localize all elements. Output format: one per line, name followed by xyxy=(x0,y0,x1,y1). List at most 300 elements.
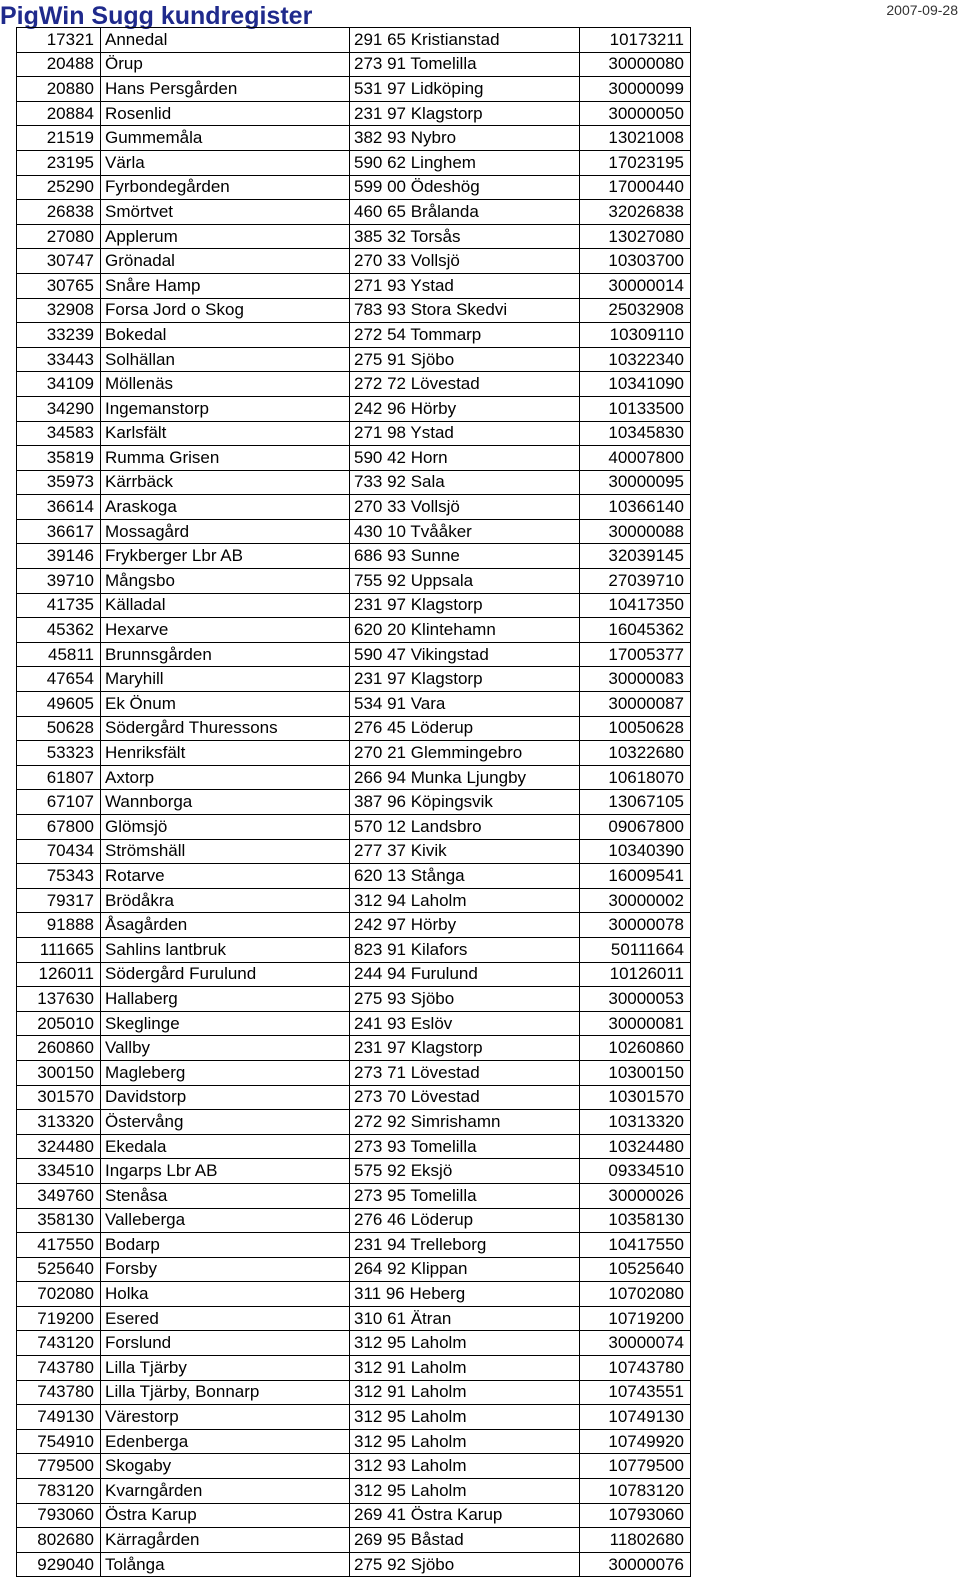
customer-number-cell: 34109 xyxy=(17,372,101,397)
postal-address-cell: 312 95 Laholm xyxy=(350,1429,580,1454)
producer-code-cell: 30000014 xyxy=(580,273,691,298)
table-row xyxy=(17,1552,691,1577)
farm-name-cell: Kärragården xyxy=(101,1528,350,1553)
customer-number-cell: 300150 xyxy=(17,1060,101,1085)
customer-number-cell: 783120 xyxy=(17,1479,101,1504)
postal-address-cell: 272 54 Tommarp xyxy=(350,323,580,348)
farm-name-cell: Brunnsgården xyxy=(101,642,350,667)
table-row xyxy=(17,249,691,274)
table-row xyxy=(17,741,691,766)
farm-name-cell: Karlsfält xyxy=(101,421,350,446)
farm-name-cell: Möllenäs xyxy=(101,372,350,397)
table-row xyxy=(17,1356,691,1381)
postal-address-cell: 531 97 Lidköping xyxy=(350,77,580,102)
producer-code-cell: 09334510 xyxy=(580,1159,691,1184)
table-row xyxy=(17,495,691,520)
farm-name-cell: Wannborga xyxy=(101,790,350,815)
producer-code-cell: 30000074 xyxy=(580,1331,691,1356)
postal-address-cell: 590 47 Vikingstad xyxy=(350,642,580,667)
customer-number-cell: 32908 xyxy=(17,298,101,323)
producer-code-cell: 10358130 xyxy=(580,1208,691,1233)
table-row xyxy=(17,347,691,372)
farm-name-cell: Skogaby xyxy=(101,1454,350,1479)
table-row xyxy=(17,323,691,348)
producer-code-cell: 30000053 xyxy=(580,987,691,1012)
table-row xyxy=(17,1282,691,1307)
table-row xyxy=(17,1528,691,1553)
postal-address-cell: 312 94 Laholm xyxy=(350,888,580,913)
table-row xyxy=(17,200,691,225)
farm-name-cell: Lilla Tjärby, Bonnarp xyxy=(101,1380,350,1405)
postal-address-cell: 273 70 Lövestad xyxy=(350,1085,580,1110)
farm-name-cell: Värla xyxy=(101,150,350,175)
producer-code-cell: 10743551 xyxy=(580,1380,691,1405)
customer-number-cell: 525640 xyxy=(17,1257,101,1282)
producer-code-cell: 10793060 xyxy=(580,1503,691,1528)
producer-code-cell: 10345830 xyxy=(580,421,691,446)
customer-number-cell: 67107 xyxy=(17,790,101,815)
postal-address-cell: 590 62 Linghem xyxy=(350,150,580,175)
producer-code-cell: 10322340 xyxy=(580,347,691,372)
postal-address-cell: 231 97 Klagstorp xyxy=(350,593,580,618)
table-row xyxy=(17,1306,691,1331)
print-date: 2007-09-28 xyxy=(886,2,958,18)
customer-register-table xyxy=(16,27,691,1577)
producer-code-cell: 16009541 xyxy=(580,864,691,889)
farm-name-cell: Ekedala xyxy=(101,1134,350,1159)
table-row xyxy=(17,1134,691,1159)
customer-number-cell: 749130 xyxy=(17,1405,101,1430)
producer-code-cell: 13027080 xyxy=(580,224,691,249)
postal-address-cell: 783 93 Stora Skedvi xyxy=(350,298,580,323)
farm-name-cell: Henriksfält xyxy=(101,741,350,766)
customer-number-cell: 743780 xyxy=(17,1380,101,1405)
table-row xyxy=(17,1208,691,1233)
table-row xyxy=(17,962,691,987)
customer-number-cell: 91888 xyxy=(17,913,101,938)
postal-address-cell: 430 10 Tvååker xyxy=(350,519,580,544)
table-row xyxy=(17,224,691,249)
table-row xyxy=(17,839,691,864)
producer-code-cell: 10366140 xyxy=(580,495,691,520)
postal-address-cell: 275 91 Sjöbo xyxy=(350,347,580,372)
table-row xyxy=(17,1380,691,1405)
producer-code-cell: 30000080 xyxy=(580,52,691,77)
postal-address-cell: 231 97 Klagstorp xyxy=(350,1036,580,1061)
table-row xyxy=(17,987,691,1012)
producer-code-cell: 11802680 xyxy=(580,1528,691,1553)
postal-address-cell: 264 92 Klippan xyxy=(350,1257,580,1282)
table-row xyxy=(17,77,691,102)
page-title: PigWin Sugg kundregister xyxy=(0,2,313,30)
table-row xyxy=(17,544,691,569)
farm-name-cell: Hexarve xyxy=(101,618,350,643)
table-row xyxy=(17,888,691,913)
table-row xyxy=(17,1405,691,1430)
postal-address-cell: 231 94 Trelleborg xyxy=(350,1233,580,1258)
table-row xyxy=(17,52,691,77)
postal-address-cell: 823 91 Kilafors xyxy=(350,937,580,962)
postal-address-cell: 244 94 Furulund xyxy=(350,962,580,987)
farm-name-cell: Östra Karup xyxy=(101,1503,350,1528)
farm-name-cell: Hans Persgården xyxy=(101,77,350,102)
postal-address-cell: 312 93 Laholm xyxy=(350,1454,580,1479)
customer-number-cell: 21519 xyxy=(17,126,101,151)
postal-address-cell: 590 42 Horn xyxy=(350,446,580,471)
farm-name-cell: Södergård Thuressons xyxy=(101,716,350,741)
postal-address-cell: 276 45 Löderup xyxy=(350,716,580,741)
farm-name-cell: Rumma Grisen xyxy=(101,446,350,471)
farm-name-cell: Applerum xyxy=(101,224,350,249)
postal-address-cell: 270 33 Vollsjö xyxy=(350,249,580,274)
producer-code-cell: 30000078 xyxy=(580,913,691,938)
customer-number-cell: 79317 xyxy=(17,888,101,913)
farm-name-cell: Bokedal xyxy=(101,323,350,348)
farm-name-cell: Gummemåla xyxy=(101,126,350,151)
farm-name-cell: Stenåsa xyxy=(101,1183,350,1208)
farm-name-cell: Magleberg xyxy=(101,1060,350,1085)
customer-number-cell: 33443 xyxy=(17,347,101,372)
table-row xyxy=(17,864,691,889)
customer-number-cell: 45811 xyxy=(17,642,101,667)
table-row xyxy=(17,298,691,323)
farm-name-cell: Rosenlid xyxy=(101,101,350,126)
farm-name-cell: Skeglinge xyxy=(101,1011,350,1036)
producer-code-cell: 10779500 xyxy=(580,1454,691,1479)
producer-code-cell: 10133500 xyxy=(580,396,691,421)
postal-address-cell: 312 91 Laholm xyxy=(350,1356,580,1381)
customer-number-cell: 20884 xyxy=(17,101,101,126)
table-row xyxy=(17,175,691,200)
table-row xyxy=(17,446,691,471)
customer-number-cell: 793060 xyxy=(17,1503,101,1528)
customer-number-cell: 743780 xyxy=(17,1356,101,1381)
postal-address-cell: 231 97 Klagstorp xyxy=(350,667,580,692)
producer-code-cell: 30000099 xyxy=(580,77,691,102)
farm-name-cell: Smörtvet xyxy=(101,200,350,225)
table-row xyxy=(17,1331,691,1356)
farm-name-cell: Rotarve xyxy=(101,864,350,889)
customer-number-cell: 26838 xyxy=(17,200,101,225)
postal-address-cell: 266 94 Munka Ljungby xyxy=(350,765,580,790)
customer-number-cell: 743120 xyxy=(17,1331,101,1356)
producer-code-cell: 10313320 xyxy=(580,1110,691,1135)
farm-name-cell: Glömsjö xyxy=(101,815,350,840)
postal-address-cell: 271 98 Ystad xyxy=(350,421,580,446)
producer-code-cell: 10341090 xyxy=(580,372,691,397)
customer-number-cell: 754910 xyxy=(17,1429,101,1454)
table-row xyxy=(17,1159,691,1184)
table-row xyxy=(17,421,691,446)
farm-name-cell: Ingemanstorp xyxy=(101,396,350,421)
register-body xyxy=(17,28,691,1577)
table-row xyxy=(17,815,691,840)
producer-code-cell: 10324480 xyxy=(580,1134,691,1159)
customer-number-cell: 75343 xyxy=(17,864,101,889)
farm-name-cell: Annedal xyxy=(101,28,350,53)
customer-number-cell: 67800 xyxy=(17,815,101,840)
farm-name-cell: Grönadal xyxy=(101,249,350,274)
producer-code-cell: 10303700 xyxy=(580,249,691,274)
farm-name-cell: Bodarp xyxy=(101,1233,350,1258)
farm-name-cell: Källadal xyxy=(101,593,350,618)
farm-name-cell: Vallby xyxy=(101,1036,350,1061)
producer-code-cell: 10702080 xyxy=(580,1282,691,1307)
table-row xyxy=(17,126,691,151)
producer-code-cell: 30000095 xyxy=(580,470,691,495)
farm-name-cell: Solhällan xyxy=(101,347,350,372)
postal-address-cell: 311 96 Heberg xyxy=(350,1282,580,1307)
table-row xyxy=(17,470,691,495)
producer-code-cell: 32026838 xyxy=(580,200,691,225)
table-row xyxy=(17,667,691,692)
table-row xyxy=(17,519,691,544)
postal-address-cell: 231 97 Klagstorp xyxy=(350,101,580,126)
table-row xyxy=(17,1036,691,1061)
producer-code-cell: 10340390 xyxy=(580,839,691,864)
customer-number-cell: 30765 xyxy=(17,273,101,298)
postal-address-cell: 272 72 Lövestad xyxy=(350,372,580,397)
customer-number-cell: 39710 xyxy=(17,569,101,594)
customer-number-cell: 41735 xyxy=(17,593,101,618)
postal-address-cell: 275 92 Sjöbo xyxy=(350,1552,580,1577)
customer-number-cell: 50628 xyxy=(17,716,101,741)
producer-code-cell: 13067105 xyxy=(580,790,691,815)
customer-number-cell: 313320 xyxy=(17,1110,101,1135)
farm-name-cell: Edenberga xyxy=(101,1429,350,1454)
producer-code-cell: 10743780 xyxy=(580,1356,691,1381)
customer-number-cell: 301570 xyxy=(17,1085,101,1110)
postal-address-cell: 733 92 Sala xyxy=(350,470,580,495)
customer-number-cell: 34290 xyxy=(17,396,101,421)
customer-number-cell: 47654 xyxy=(17,667,101,692)
customer-number-cell: 20880 xyxy=(17,77,101,102)
producer-code-cell: 30000083 xyxy=(580,667,691,692)
postal-address-cell: 242 97 Hörby xyxy=(350,913,580,938)
postal-address-cell: 599 00 Ödeshög xyxy=(350,175,580,200)
farm-name-cell: Holka xyxy=(101,1282,350,1307)
producer-code-cell: 10126011 xyxy=(580,962,691,987)
table-row xyxy=(17,790,691,815)
postal-address-cell: 273 93 Tomelilla xyxy=(350,1134,580,1159)
postal-address-cell: 382 93 Nybro xyxy=(350,126,580,151)
farm-name-cell: Maryhill xyxy=(101,667,350,692)
customer-number-cell: 33239 xyxy=(17,323,101,348)
customer-number-cell: 205010 xyxy=(17,1011,101,1036)
producer-code-cell: 17000440 xyxy=(580,175,691,200)
farm-name-cell: Värestorp xyxy=(101,1405,350,1430)
farm-name-cell: Ingarps Lbr AB xyxy=(101,1159,350,1184)
farm-name-cell: Åsagården xyxy=(101,913,350,938)
farm-name-cell: Forsby xyxy=(101,1257,350,1282)
postal-address-cell: 273 71 Lövestad xyxy=(350,1060,580,1085)
producer-code-cell: 30000081 xyxy=(580,1011,691,1036)
customer-number-cell: 45362 xyxy=(17,618,101,643)
postal-address-cell: 575 92 Eksjö xyxy=(350,1159,580,1184)
farm-name-cell: Sahlins lantbruk xyxy=(101,937,350,962)
table-row xyxy=(17,1454,691,1479)
producer-code-cell: 10260860 xyxy=(580,1036,691,1061)
customer-number-cell: 36617 xyxy=(17,519,101,544)
producer-code-cell: 17005377 xyxy=(580,642,691,667)
customer-number-cell: 34583 xyxy=(17,421,101,446)
postal-address-cell: 460 65 Brålanda xyxy=(350,200,580,225)
postal-address-cell: 387 96 Köpingsvik xyxy=(350,790,580,815)
producer-code-cell: 10783120 xyxy=(580,1479,691,1504)
producer-code-cell: 17023195 xyxy=(580,150,691,175)
producer-code-cell: 16045362 xyxy=(580,618,691,643)
postal-address-cell: 277 37 Kivik xyxy=(350,839,580,864)
table-row xyxy=(17,1257,691,1282)
farm-name-cell: Mångsbo xyxy=(101,569,350,594)
producer-code-cell: 30000050 xyxy=(580,101,691,126)
postal-address-cell: 570 12 Landsbro xyxy=(350,815,580,840)
customer-number-cell: 61807 xyxy=(17,765,101,790)
table-row xyxy=(17,1183,691,1208)
producer-code-cell: 10300150 xyxy=(580,1060,691,1085)
customer-number-cell: 137630 xyxy=(17,987,101,1012)
postal-address-cell: 312 91 Laholm xyxy=(350,1380,580,1405)
producer-code-cell: 27039710 xyxy=(580,569,691,594)
table-row xyxy=(17,101,691,126)
table-row xyxy=(17,1060,691,1085)
producer-code-cell: 10417550 xyxy=(580,1233,691,1258)
producer-code-cell: 10525640 xyxy=(580,1257,691,1282)
customer-number-cell: 20488 xyxy=(17,52,101,77)
farm-name-cell: Brödåkra xyxy=(101,888,350,913)
producer-code-cell: 10173211 xyxy=(580,28,691,53)
customer-number-cell: 30747 xyxy=(17,249,101,274)
customer-number-cell: 126011 xyxy=(17,962,101,987)
producer-code-cell: 10050628 xyxy=(580,716,691,741)
producer-code-cell: 10309110 xyxy=(580,323,691,348)
customer-number-cell: 25290 xyxy=(17,175,101,200)
producer-code-cell: 50111664 xyxy=(580,937,691,962)
table-row xyxy=(17,1503,691,1528)
farm-name-cell: Södergård Furulund xyxy=(101,962,350,987)
farm-name-cell: Davidstorp xyxy=(101,1085,350,1110)
producer-code-cell: 10749130 xyxy=(580,1405,691,1430)
customer-number-cell: 39146 xyxy=(17,544,101,569)
customer-number-cell: 27080 xyxy=(17,224,101,249)
postal-address-cell: 269 95 Båstad xyxy=(350,1528,580,1553)
producer-code-cell: 30000002 xyxy=(580,888,691,913)
farm-name-cell: Mossagård xyxy=(101,519,350,544)
postal-address-cell: 310 61 Ätran xyxy=(350,1306,580,1331)
farm-name-cell: Araskoga xyxy=(101,495,350,520)
farm-name-cell: Frykberger Lbr AB xyxy=(101,544,350,569)
postal-address-cell: 686 93 Sunne xyxy=(350,544,580,569)
postal-address-cell: 312 95 Laholm xyxy=(350,1405,580,1430)
table-row xyxy=(17,273,691,298)
customer-number-cell: 23195 xyxy=(17,150,101,175)
table-row xyxy=(17,150,691,175)
customer-number-cell: 719200 xyxy=(17,1306,101,1331)
producer-code-cell: 25032908 xyxy=(580,298,691,323)
table-row xyxy=(17,1429,691,1454)
customer-number-cell: 929040 xyxy=(17,1552,101,1577)
producer-code-cell: 10719200 xyxy=(580,1306,691,1331)
postal-address-cell: 312 95 Laholm xyxy=(350,1479,580,1504)
customer-number-cell: 70434 xyxy=(17,839,101,864)
postal-address-cell: 269 41 Östra Karup xyxy=(350,1503,580,1528)
customer-number-cell: 324480 xyxy=(17,1134,101,1159)
farm-name-cell: Fyrbondegården xyxy=(101,175,350,200)
table-row xyxy=(17,913,691,938)
customer-number-cell: 260860 xyxy=(17,1036,101,1061)
customer-number-cell: 17321 xyxy=(17,28,101,53)
table-row xyxy=(17,28,691,53)
farm-name-cell: Örup xyxy=(101,52,350,77)
table-row xyxy=(17,765,691,790)
table-row xyxy=(17,1479,691,1504)
table-row xyxy=(17,1085,691,1110)
postal-address-cell: 620 20 Klintehamn xyxy=(350,618,580,643)
table-row xyxy=(17,372,691,397)
farm-name-cell: Forslund xyxy=(101,1331,350,1356)
producer-code-cell: 10301570 xyxy=(580,1085,691,1110)
postal-address-cell: 241 93 Eslöv xyxy=(350,1011,580,1036)
producer-code-cell: 30000087 xyxy=(580,692,691,717)
table-row xyxy=(17,642,691,667)
customer-number-cell: 779500 xyxy=(17,1454,101,1479)
postal-address-cell: 291 65 Kristianstad xyxy=(350,28,580,53)
farm-name-cell: Esered xyxy=(101,1306,350,1331)
customer-number-cell: 802680 xyxy=(17,1528,101,1553)
postal-address-cell: 620 13 Stånga xyxy=(350,864,580,889)
producer-code-cell: 10749920 xyxy=(580,1429,691,1454)
customer-number-cell: 111665 xyxy=(17,937,101,962)
producer-code-cell: 10322680 xyxy=(580,741,691,766)
farm-name-cell: Strömshäll xyxy=(101,839,350,864)
postal-address-cell: 273 91 Tomelilla xyxy=(350,52,580,77)
postal-address-cell: 270 21 Glemmingebro xyxy=(350,741,580,766)
producer-code-cell: 10417350 xyxy=(580,593,691,618)
customer-number-cell: 36614 xyxy=(17,495,101,520)
customer-number-cell: 334510 xyxy=(17,1159,101,1184)
table-row xyxy=(17,569,691,594)
producer-code-cell: 32039145 xyxy=(580,544,691,569)
farm-name-cell: Hallaberg xyxy=(101,987,350,1012)
farm-name-cell: Lilla Tjärby xyxy=(101,1356,350,1381)
producer-code-cell: 30000076 xyxy=(580,1552,691,1577)
table-row xyxy=(17,1233,691,1258)
farm-name-cell: Tolånga xyxy=(101,1552,350,1577)
postal-address-cell: 276 46 Löderup xyxy=(350,1208,580,1233)
producer-code-cell: 40007800 xyxy=(580,446,691,471)
customer-number-cell: 49605 xyxy=(17,692,101,717)
table-row xyxy=(17,692,691,717)
postal-address-cell: 271 93 Ystad xyxy=(350,273,580,298)
farm-name-cell: Snåre Hamp xyxy=(101,273,350,298)
postal-address-cell: 312 95 Laholm xyxy=(350,1331,580,1356)
table-row xyxy=(17,593,691,618)
postal-address-cell: 242 96 Hörby xyxy=(350,396,580,421)
producer-code-cell: 30000088 xyxy=(580,519,691,544)
postal-address-cell: 275 93 Sjöbo xyxy=(350,987,580,1012)
postal-address-cell: 272 92 Simrishamn xyxy=(350,1110,580,1135)
customer-number-cell: 358130 xyxy=(17,1208,101,1233)
table-row xyxy=(17,937,691,962)
table-row xyxy=(17,716,691,741)
farm-name-cell: Kärrbäck xyxy=(101,470,350,495)
farm-name-cell: Valleberga xyxy=(101,1208,350,1233)
producer-code-cell: 30000026 xyxy=(580,1183,691,1208)
farm-name-cell: Forsa Jord o Skog xyxy=(101,298,350,323)
producer-code-cell: 09067800 xyxy=(580,815,691,840)
farm-name-cell: Kvarngården xyxy=(101,1479,350,1504)
postal-address-cell: 534 91 Vara xyxy=(350,692,580,717)
